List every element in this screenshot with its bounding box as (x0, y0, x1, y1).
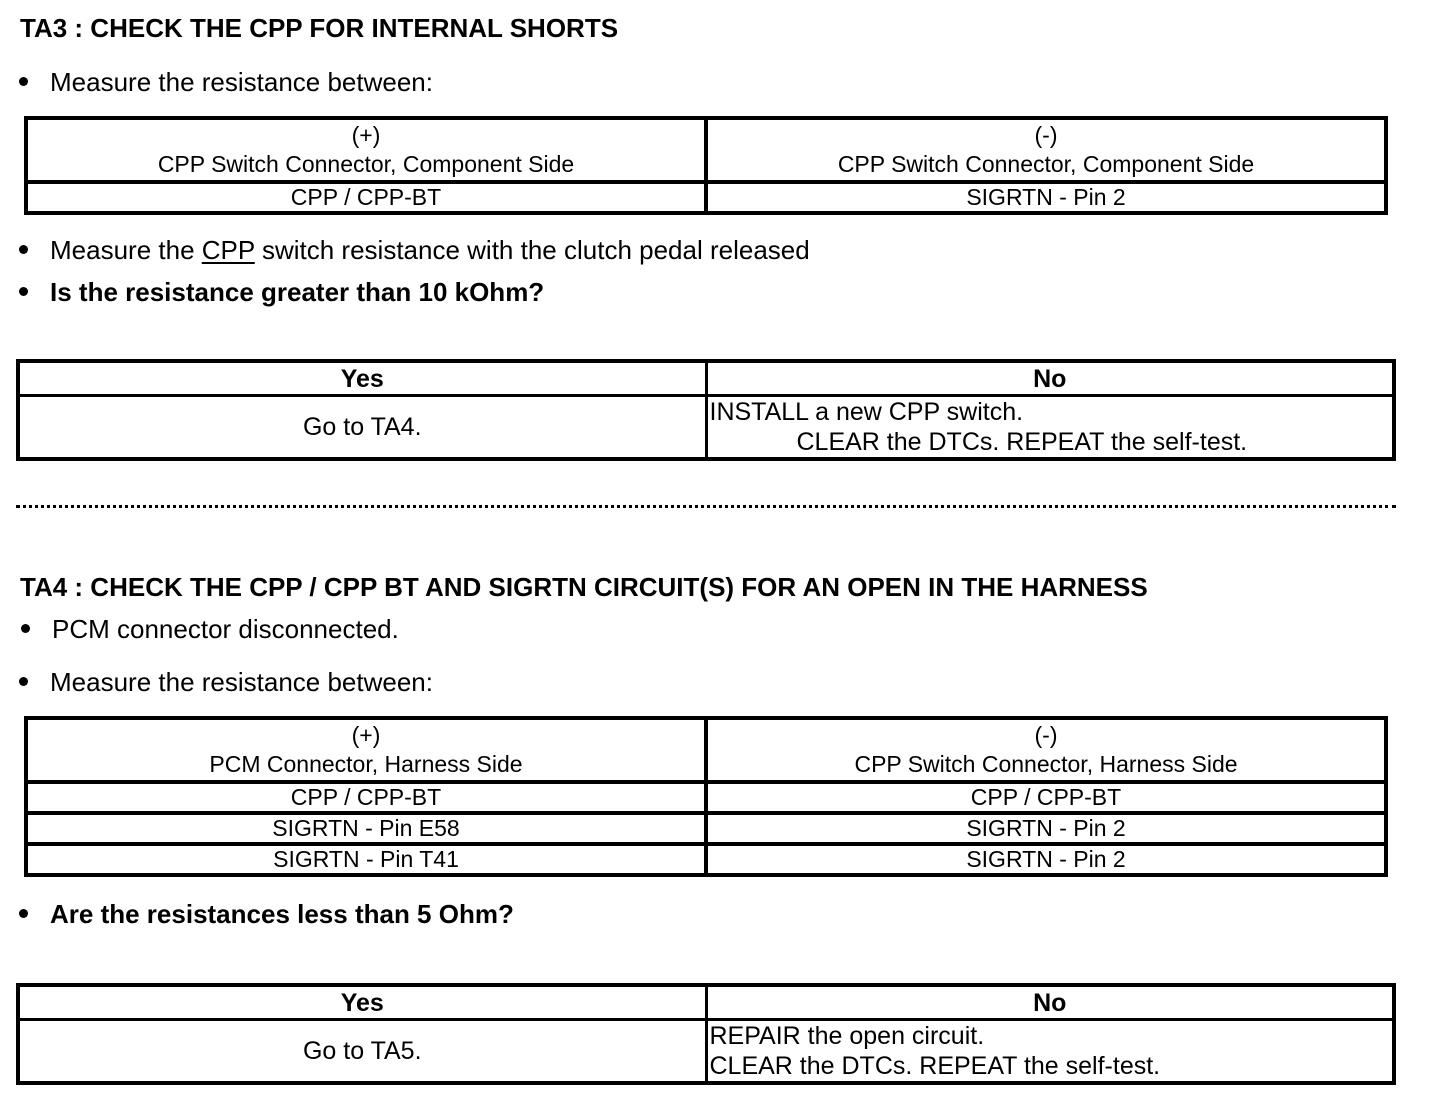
bullet-icon (19, 287, 28, 296)
bullet-text: Measure the resistance between: (50, 67, 433, 97)
no-action-line: CLEAR the DTCs. REPEAT the self-test. (796, 428, 1248, 456)
plus-header-cell (26, 718, 706, 782)
decision-body-row (18, 1020, 1394, 1084)
plus-symbol: (+) (351, 122, 381, 148)
ta3-heading: TA3 : CHECK THE CPP FOR INTERNAL SHORTS (20, 13, 619, 43)
table-row (26, 782, 1386, 813)
question-text: Are the resistances less than 5 Ohm? (50, 899, 514, 929)
bullet-icon (19, 677, 28, 686)
yes-header: Yes (18, 361, 706, 396)
plus-cell: SIGRTN - Pin E58 (26, 813, 706, 844)
ta4-question (19, 899, 819, 929)
minus-cell: SIGRTN - Pin 2 (706, 813, 1386, 844)
instruction-text-before: Measure the (50, 235, 202, 265)
minus-label: CPP Switch Connector, Component Side (837, 151, 1255, 177)
no-action-line: CLEAR the DTCs. REPEAT the self-test. (709, 1052, 1161, 1080)
no-action-line: REPAIR the open circuit. (709, 1022, 985, 1050)
decision-body-row (18, 396, 1394, 460)
ta3-bullet-measure (19, 67, 819, 97)
plus-symbol: (+) (351, 722, 381, 748)
ta4-heading: TA4 : CHECK THE CPP / CPP BT AND SIGRTN CIRCUIT(S) FOR AN OPEN IN THE HARNESS (20, 572, 1148, 602)
table-row (26, 844, 1386, 875)
ta3-question (19, 277, 819, 307)
plus-label: CPP Switch Connector, Component Side (157, 151, 575, 177)
minus-cell: CPP / CPP-BT (706, 782, 1386, 813)
ta3-decision-table (16, 359, 1396, 461)
table-row (26, 813, 1386, 844)
minus-label: CPP Switch Connector, Harness Side (854, 751, 1238, 777)
minus-symbol: (-) (1034, 722, 1058, 748)
plus-label: PCM Connector, Harness Side (209, 751, 523, 777)
ta4-measure-table (24, 716, 1388, 877)
bullet-text: PCM connector disconnected. (52, 614, 399, 644)
minus-header-cell (706, 118, 1386, 182)
no-header: No (706, 985, 1394, 1020)
plus-cell: SIGRTN - Pin T41 (26, 844, 706, 875)
ta3-bullet-instruction (19, 235, 919, 265)
yes-header: Yes (18, 985, 706, 1020)
decision-header-row (18, 361, 1394, 396)
plus-header-cell (26, 118, 706, 182)
bullet-text: Measure the resistance between: (50, 667, 433, 697)
yes-action: Go to TA5. (18, 1020, 706, 1084)
decision-header-row (18, 985, 1394, 1020)
table-header-row (26, 118, 1386, 182)
ta4-bullet-measure (19, 667, 819, 697)
yes-action: Go to TA4. (18, 396, 706, 460)
minus-header-cell (706, 718, 1386, 782)
bullet-icon (19, 77, 28, 86)
plus-cell: CPP / CPP-BT (26, 182, 706, 213)
no-header: No (706, 361, 1394, 396)
bullet-icon (19, 245, 28, 254)
minus-cell: SIGRTN - Pin 2 (706, 182, 1386, 213)
table-row (26, 182, 1386, 213)
instruction-text-after: switch resistance with the clutch pedal released (254, 235, 810, 265)
ta4-decision-table (16, 983, 1396, 1085)
ta4-bullet-pcm (21, 614, 821, 644)
cpp-link[interactable]: CPP (201, 235, 255, 265)
minus-symbol: (-) (1034, 122, 1058, 148)
table-header-row (26, 718, 1386, 782)
no-action-line: INSTALL a new CPP switch. (709, 398, 1024, 426)
ta3-measure-table (24, 116, 1388, 215)
bullet-icon (19, 909, 28, 918)
section-divider (16, 505, 1396, 508)
plus-cell: CPP / CPP-BT (26, 782, 706, 813)
no-action-cell (706, 396, 1394, 460)
no-action-cell (706, 1020, 1394, 1084)
minus-cell: SIGRTN - Pin 2 (706, 844, 1386, 875)
bullet-icon (21, 624, 30, 633)
bullet-text (50, 235, 810, 265)
question-text: Is the resistance greater than 10 kOhm? (50, 277, 545, 307)
